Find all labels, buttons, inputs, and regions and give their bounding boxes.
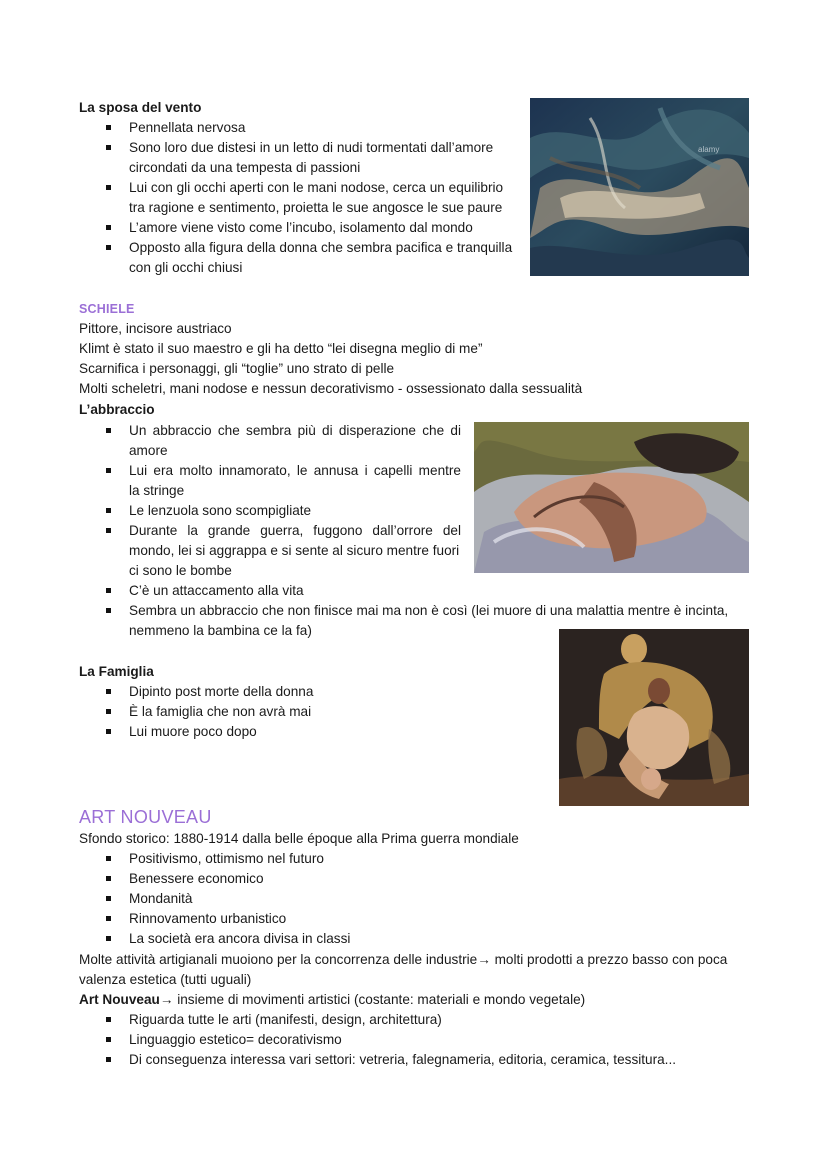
- list-item: Lui era molto innamorato, le annusa i capelli mentre: [129, 463, 461, 478]
- list-item: È la famiglia che non avrà mai: [129, 704, 312, 719]
- list-item: Rinnovamento urbanistico: [129, 911, 287, 926]
- painting-image-famiglia: [559, 629, 749, 806]
- bullet-marker: [106, 856, 111, 861]
- section-title-abbraccio: L’abbraccio: [79, 402, 155, 417]
- paragraph-line: Sfondo storico: 1880-1914 dalla belle époque alla Prima guerra mondiale: [79, 831, 519, 846]
- list-item: Sono loro due distesi in un letto di nudi tormentati dall’amore: [129, 140, 494, 155]
- list-item: Lui muore poco dopo: [129, 724, 257, 739]
- bullet-marker: [106, 125, 111, 130]
- list-item: Le lenzuola sono scompigliate: [129, 503, 312, 518]
- list-item: C’è un attaccamento alla vita: [129, 583, 304, 598]
- bullet-marker: [106, 185, 111, 190]
- painting-image-sposa-del-vento: [530, 98, 749, 276]
- painting-image-abbraccio: [474, 422, 749, 573]
- bullet-marker: [106, 936, 111, 941]
- bullet-marker: [106, 709, 111, 714]
- list-item-continuation: circondati da una tempesta di passioni: [129, 160, 361, 175]
- bullet-marker: [106, 896, 111, 901]
- list-item: Opposto alla figura della donna che sembra pacifica e tranquilla: [129, 240, 513, 255]
- section-title-sposa: La sposa del vento: [79, 100, 202, 115]
- list-item: Benessere economico: [129, 871, 264, 886]
- list-item: Un abbraccio che sembra più di disperazione che di: [129, 423, 461, 438]
- bullet-marker: [106, 608, 111, 613]
- paragraph-line: valenza estetica (tutti uguali): [79, 972, 252, 987]
- section-title-famiglia: La Famiglia: [79, 664, 154, 679]
- paragraph-line: Molti scheletri, mani nodose e nessun decorativismo - ossessionato dalla sessualità: [79, 381, 583, 396]
- list-item: Dipinto post morte della donna: [129, 684, 314, 699]
- section-heading-schiele: SCHIELE: [79, 302, 135, 316]
- list-item: Sembra un abbraccio che non finisce mai ma non è così (lei muore di una malattia mentre è incinta,: [129, 603, 729, 618]
- watermark-text: alamy: [698, 145, 720, 154]
- bullet-marker: [106, 468, 111, 473]
- bullet-marker: [106, 1017, 111, 1022]
- bullet-marker: [106, 916, 111, 921]
- bullet-marker: [106, 145, 111, 150]
- bullet-marker: [106, 245, 111, 250]
- painting-image: [530, 98, 749, 276]
- list-item: Durante la grande guerra, fuggono dall’orrore del: [129, 523, 461, 538]
- list-item-continuation: nemmeno la bambina ce la fa): [129, 623, 312, 638]
- list-item: Mondanità: [129, 891, 193, 906]
- section-heading-art-nouveau: ART NOUVEAU: [79, 807, 212, 827]
- bullet-marker: [106, 729, 111, 734]
- bullet-marker: [106, 528, 111, 533]
- bullet-marker: [106, 508, 111, 513]
- paragraph-line: Pittore, incisore austriaco: [79, 321, 232, 336]
- list-item-continuation: amore: [129, 443, 168, 458]
- list-item-continuation: la stringe: [129, 483, 185, 498]
- paragraph-line: Molte attività artigianali muoiono per la concorrenza delle industrie→ molti prodotti a prezzo basso con poca: [79, 952, 728, 967]
- painting-image: [559, 629, 749, 806]
- paragraph-line: Scarnifica i personaggi, gli “toglie” uno strato di pelle: [79, 361, 395, 376]
- bullet-marker: [106, 588, 111, 593]
- bullet-marker: [106, 876, 111, 881]
- list-item: Riguarda tutte le arti (manifesti, design, architettura): [129, 1012, 442, 1027]
- list-item-continuation: mondo, lei si aggrappa e si sente al sicuro mentre fuori: [129, 543, 460, 558]
- bullet-marker: [106, 1037, 111, 1042]
- definition-line: [79, 990, 585, 1010]
- list-item: L’amore viene visto come l’incubo, isolamento dal mondo: [129, 220, 473, 235]
- bullet-marker: [106, 225, 111, 230]
- list-item-continuation: con gli occhi chiusi: [129, 260, 243, 275]
- bullet-marker: [106, 428, 111, 433]
- definition-term: Art Nouveau: [79, 992, 160, 1007]
- list-item: Linguaggio estetico= decorativismo: [129, 1032, 342, 1047]
- list-item: Lui con gli occhi aperti con le mani nodose, cerca un equilibrio: [129, 180, 504, 195]
- list-item-continuation: ci sono le bombe: [129, 563, 232, 578]
- list-item: La società era ancora divisa in classi: [129, 931, 351, 946]
- list-item: Pennellata nervosa: [129, 120, 246, 135]
- list-item-continuation: tra ragione e sentimento, proietta le sue angosce le sue paure: [129, 200, 503, 215]
- bullet-marker: [106, 1057, 111, 1062]
- painting-image: [474, 422, 749, 573]
- definition-text: → insieme di movimenti artistici (costante: materiali e mondo vegetale): [159, 992, 586, 1007]
- paragraph-line: Klimt è stato il suo maestro e gli ha detto “lei disegna meglio di me”: [79, 341, 483, 356]
- list-item: Di conseguenza interessa vari settori: vetreria, falegnameria, editoria, ceramica, tessitura...: [129, 1052, 677, 1067]
- bullet-marker: [106, 689, 111, 694]
- list-item: Positivismo, ottimismo nel futuro: [129, 851, 324, 866]
